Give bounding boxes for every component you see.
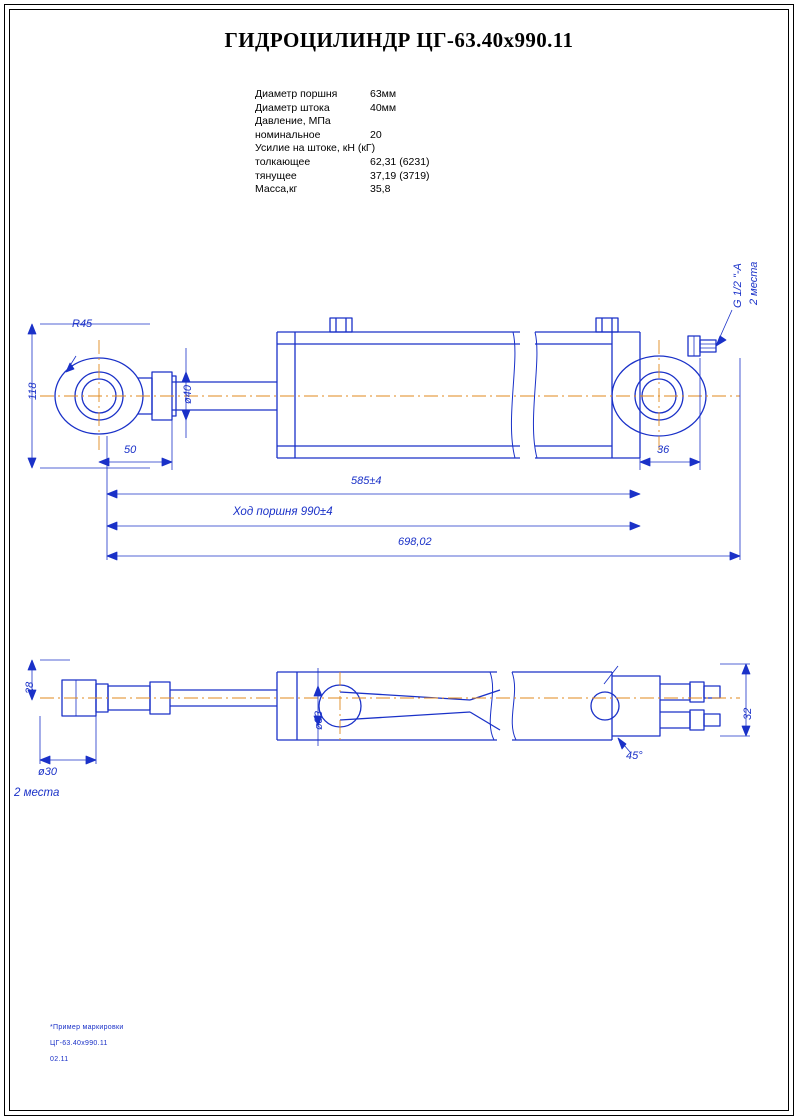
port-boss-left-lines — [336, 318, 346, 332]
spec-label: тянущее — [255, 169, 297, 182]
fitting-thread — [700, 340, 716, 352]
dim-d40: ø40 — [182, 385, 194, 404]
dim-698: 698,02 — [398, 536, 432, 548]
marking-line: ЦГ-63.40х990.11 — [50, 1040, 108, 1047]
bottom-view-cylinder-assembly — [62, 666, 720, 740]
spec-value: 37,19 (3719) — [370, 169, 430, 182]
plan-port-lower — [660, 712, 690, 728]
spec-value: 62,31 (6231) — [370, 155, 430, 168]
spec-value: 40мм — [370, 101, 397, 114]
plan-break-1 — [490, 672, 494, 740]
dim-d30-places: 2 места — [14, 787, 60, 799]
dim-45deg: 45° — [626, 750, 643, 762]
top-view-cylinder-assembly — [55, 318, 716, 458]
break-line-top-view-2 — [533, 332, 537, 458]
plan-thread-lower — [704, 714, 720, 726]
top-view-dimensions — [28, 310, 740, 560]
spec-label: Давление, МПа — [255, 115, 331, 128]
spec-label: Диаметр штока — [255, 101, 330, 114]
dim-28: 28 — [24, 681, 36, 694]
plan-chamfer-leader — [604, 666, 618, 684]
plan-break-2 — [512, 672, 516, 740]
port-boss-right-lines — [602, 318, 612, 332]
dim-d30: ø30 — [38, 766, 57, 778]
top-view-centerlines — [40, 340, 740, 452]
spec-label: Масса,кг — [255, 183, 298, 196]
plan-hex-lower — [690, 710, 704, 730]
dim-stroke: Ход поршня 990±4 — [233, 506, 333, 518]
spec-label: Усилие на штоке, кН (кГ) — [255, 142, 376, 155]
spec-value: 63мм — [370, 88, 397, 100]
dim-50: 50 — [124, 444, 137, 456]
port-boss-right — [596, 318, 618, 332]
plan-cap-circle — [591, 692, 619, 720]
dim-118: 118 — [27, 382, 39, 400]
port-boss-left — [330, 318, 352, 332]
dim-thread-g12: G 1/2 "-A — [732, 263, 744, 308]
plan-taper-ext-bottom — [470, 712, 500, 730]
dim-585: 585±4 — [351, 475, 382, 487]
marking-note — [50, 1020, 124, 1068]
dim-r45: R45 — [72, 318, 93, 330]
page-title: ГИДРОЦИЛИНДР ЦГ-63.40х990.11 — [224, 28, 574, 52]
break-line-top-view — [511, 332, 515, 458]
plan-thread-upper — [704, 686, 720, 698]
marking-line: *Пример маркировки — [50, 1024, 124, 1031]
marking-line: 02.11 — [50, 1056, 69, 1063]
plan-hex-upper — [690, 682, 704, 702]
spec-value: 20 — [370, 128, 382, 141]
spec-label: номинальное — [255, 128, 321, 141]
dim-32: 32 — [742, 707, 754, 720]
spec-value: 35,8 — [370, 183, 391, 196]
dim-36: 36 — [657, 444, 670, 456]
plan-taper-ext-top — [470, 690, 500, 700]
fitting-thread-lines — [700, 344, 716, 348]
dim-d83: ø83 — [313, 711, 325, 730]
dim-thread-places: 2 места — [748, 261, 760, 305]
spec-label: Диаметр поршня — [255, 88, 338, 100]
spec-label: толкающее — [255, 155, 311, 168]
bottom-view-centerlines — [40, 672, 740, 742]
